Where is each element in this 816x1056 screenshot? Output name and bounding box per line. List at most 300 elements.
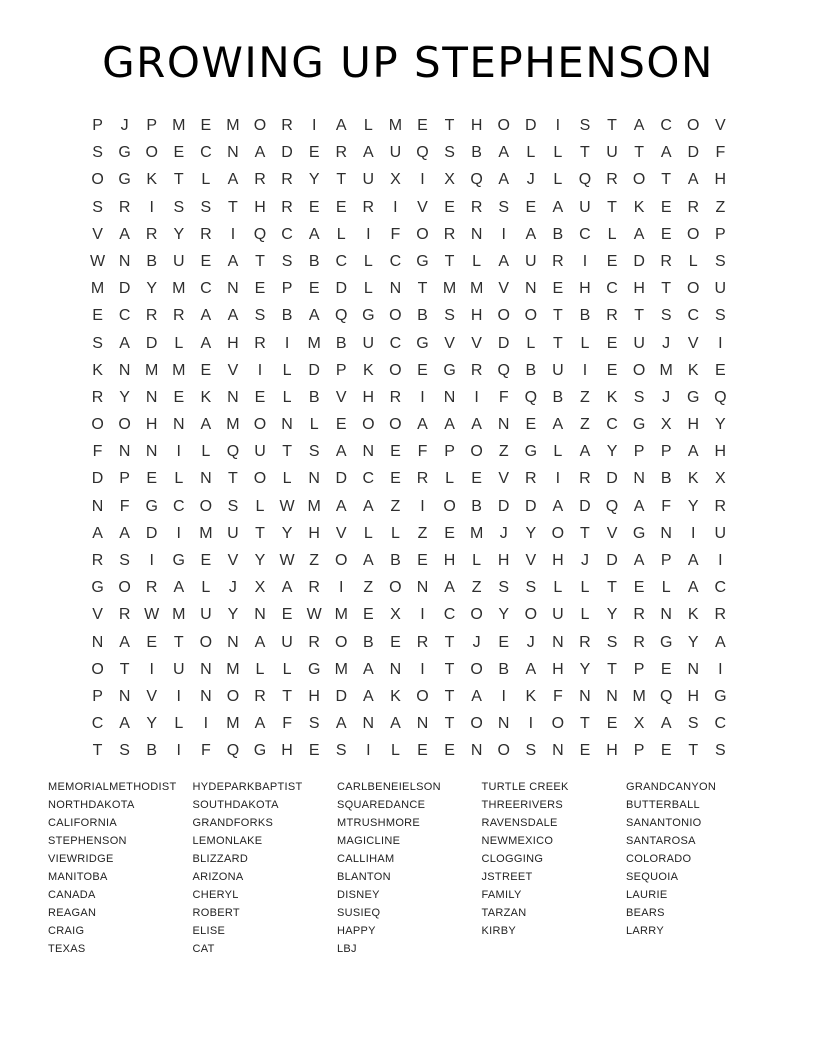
grid-letter: F <box>390 225 401 243</box>
grid-letter: Y <box>525 524 537 542</box>
grid-letter: L <box>553 171 563 189</box>
word-list-item: DISNEY <box>337 889 380 901</box>
grid-letter: L <box>282 361 292 379</box>
grid-letter: I <box>420 606 425 624</box>
word-list-item: CARLBENEIELSON <box>337 781 441 793</box>
grid-letter: E <box>417 361 428 379</box>
grid-letter: O <box>497 307 510 325</box>
grid-letter: C <box>714 715 727 733</box>
grid-letter: P <box>715 225 726 243</box>
grid-letter: O <box>687 280 700 298</box>
grid-letter: J <box>662 388 671 406</box>
grid-letter: O <box>335 633 348 651</box>
grid-letter: M <box>442 280 457 298</box>
grid-letter: F <box>498 388 509 406</box>
grid-letter: E <box>146 470 158 488</box>
grid-letter: R <box>389 388 402 406</box>
grid-letter: C <box>362 470 375 488</box>
grid-letter: E <box>417 117 428 134</box>
grid-letter: O <box>226 687 240 705</box>
grid-letter: C <box>579 225 591 243</box>
grid-letter: K <box>92 361 103 379</box>
grid-letter: E <box>660 225 672 243</box>
grid-letter: D <box>145 334 158 352</box>
grid-letter: R <box>254 334 266 352</box>
word-list-item: MEMORIALMETHODIST <box>48 781 177 793</box>
word-list-item: LARRY <box>626 925 664 937</box>
grid-letter: I <box>528 715 534 733</box>
grid-letter: X <box>390 606 401 624</box>
grid-letter: D <box>606 552 618 569</box>
grid-letter: V <box>687 334 699 352</box>
grid-letter: I <box>718 552 723 569</box>
grid-letter: A <box>335 497 347 515</box>
word-list-item: LBJ <box>337 943 357 955</box>
grid-letter: E <box>606 334 618 352</box>
grid-letter: E <box>660 742 672 760</box>
grid-letter: S <box>119 742 130 760</box>
grid-letter: A <box>362 497 374 515</box>
grid-letter: I <box>366 742 371 760</box>
grid-letter: K <box>200 388 212 406</box>
grid-letter: A <box>444 579 455 597</box>
grid-letter: S <box>308 715 320 733</box>
grid-letter: H <box>552 660 564 678</box>
grid-letter: T <box>92 742 103 760</box>
grid-letter: X <box>633 715 645 733</box>
grid-letter: S <box>525 742 537 760</box>
grid-letter: E <box>579 742 591 760</box>
grid-letter: Z <box>417 524 428 542</box>
grid-letter: E <box>254 388 266 406</box>
grid-letter: B <box>525 361 537 379</box>
grid-letter: O <box>443 497 456 515</box>
grid-letter: S <box>92 198 103 216</box>
grid-letter: G <box>659 633 673 651</box>
grid-letter: L <box>526 144 536 162</box>
grid-letter: H <box>687 416 700 434</box>
grid-letter: E <box>471 470 482 488</box>
grid-letter: U <box>281 633 293 651</box>
grid-letter: D <box>687 144 700 162</box>
word-list-item: MAGICLINE <box>337 835 401 847</box>
grid-letter: U <box>525 252 537 270</box>
grid-letter: Y <box>254 552 266 569</box>
grid-letter: H <box>470 117 483 134</box>
grid-letter: P <box>633 742 645 760</box>
grid-letter: Z <box>580 388 590 406</box>
grid-letter: Y <box>146 715 158 733</box>
grid-letter: M <box>469 280 484 298</box>
grid-letter: R <box>118 606 131 624</box>
grid-letter: V <box>606 524 618 542</box>
grid-letter: N <box>308 470 320 488</box>
grid-letter: P <box>92 117 103 134</box>
grid-letter: O <box>524 606 538 624</box>
grid-letter: F <box>92 443 103 461</box>
grid-letter: K <box>146 171 158 189</box>
grid-letter: S <box>119 552 130 569</box>
grid-letter: F <box>200 742 211 760</box>
grid-letter: L <box>363 252 373 270</box>
grid-letter: I <box>311 117 317 134</box>
grid-letter: E <box>444 742 455 760</box>
grid-letter: T <box>661 280 672 298</box>
grid-letter: S <box>606 633 618 651</box>
grid-letter: F <box>417 443 428 461</box>
grid-letter: I <box>257 361 263 379</box>
word-list-item: CHERYL <box>192 889 239 901</box>
grid-letter: N <box>389 660 402 678</box>
grid-letter: T <box>444 660 455 678</box>
grid-letter: T <box>255 524 265 542</box>
grid-letter: O <box>687 225 700 243</box>
grid-letter: A <box>362 687 374 705</box>
grid-letter: A <box>119 524 130 542</box>
word-list-item: NEWMEXICO <box>481 835 554 847</box>
word-list-item: VIEWRIDGE <box>48 853 114 865</box>
grid-letter: Z <box>498 443 509 461</box>
grid-letter: G <box>524 443 538 461</box>
grid-letter: C <box>606 280 618 298</box>
grid-letter: O <box>632 171 646 189</box>
grid-letter: A <box>92 524 103 542</box>
grid-letter: L <box>363 524 373 542</box>
grid-letter: P <box>146 117 158 134</box>
grid-letter: A <box>173 579 185 597</box>
grid-letter: C <box>118 307 131 325</box>
grid-letter: J <box>228 579 237 597</box>
grid-letter: T <box>228 470 238 488</box>
word-list-item: BUTTERBALL <box>626 799 700 811</box>
word-list-item: KIRBY <box>481 925 517 937</box>
grid-letter: I <box>691 524 696 542</box>
grid-letter: L <box>309 416 319 434</box>
grid-letter: H <box>308 524 320 542</box>
word-list-item: TURTLE CREEK <box>481 781 569 793</box>
word-list-column <box>482 778 627 958</box>
grid-letter: E <box>390 633 401 651</box>
grid-letter: A <box>525 225 537 243</box>
grid-letter: U <box>362 171 375 189</box>
grid-letter: U <box>227 524 239 542</box>
grid-letter: A <box>254 715 266 733</box>
grid-letter: B <box>660 470 672 488</box>
grid-letter: S <box>227 497 239 515</box>
grid-letter: T <box>634 144 644 162</box>
grid-letter: A <box>200 307 212 325</box>
grid-letter: A <box>552 198 564 216</box>
grid-letter: V <box>715 117 726 134</box>
word-list-item: SANANTONIO <box>626 817 702 829</box>
grid-letter: A <box>281 579 293 597</box>
grid-letter: A <box>498 144 510 162</box>
grid-letter: N <box>145 388 158 406</box>
grid-letter: J <box>472 633 481 651</box>
word-list-item: THREERIVERS <box>481 799 564 811</box>
grid-letter: Q <box>605 497 619 515</box>
word-list-item: HYDEPARKBAPTIST <box>192 781 303 793</box>
grid-letter: S <box>687 715 699 733</box>
grid-letter: S <box>281 252 293 270</box>
grid-letter: E <box>633 579 645 597</box>
grid-letter: L <box>201 443 211 461</box>
grid-letter: F <box>282 715 292 733</box>
grid-letter: I <box>203 715 209 733</box>
grid-letter: O <box>416 687 429 705</box>
grid-letter: D <box>606 470 618 488</box>
grid-letter: A <box>525 660 537 678</box>
grid-letter: I <box>501 225 506 243</box>
grid-letter: E <box>498 633 510 651</box>
grid-letter: A <box>687 579 699 597</box>
grid-letter: R <box>145 307 158 325</box>
grid-letter: E <box>335 416 347 434</box>
grid-letter: L <box>526 334 536 352</box>
grid-letter: L <box>390 524 400 542</box>
grid-letter: S <box>335 742 347 760</box>
grid-letter: T <box>228 198 238 216</box>
grid-letter: P <box>281 280 293 298</box>
grid-letter: N <box>362 443 375 461</box>
grid-letter: H <box>579 280 591 298</box>
grid-letter: A <box>498 171 510 189</box>
grid-letter: S <box>308 443 320 461</box>
word-list-item: LEMONLAKE <box>192 835 263 847</box>
grid-letter: U <box>714 524 727 542</box>
grid-letter: N <box>227 388 239 406</box>
grid-letter: S <box>444 144 455 162</box>
grid-letter: G <box>172 552 185 569</box>
grid-letter: M <box>659 361 673 379</box>
grid-letter: Q <box>659 687 673 705</box>
grid-letter: R <box>443 225 456 243</box>
word-list-item: ELISE <box>192 925 226 937</box>
grid-letter: N <box>200 470 212 488</box>
grid-letter: E <box>173 388 185 406</box>
grid-letter: I <box>420 660 425 678</box>
grid-letter: L <box>553 579 563 597</box>
grid-letter: X <box>715 470 726 488</box>
grid-letter: P <box>633 660 645 678</box>
grid-letter: X <box>444 171 455 189</box>
grid-letter: R <box>416 470 429 488</box>
grid-letter: A <box>579 443 591 461</box>
grid-letter: J <box>120 117 129 134</box>
grid-letter: I <box>176 443 181 461</box>
grid-letter: O <box>470 715 483 733</box>
grid-letter: L <box>336 225 346 243</box>
grid-letter: M <box>307 334 321 352</box>
grid-letter: N <box>281 416 293 434</box>
grid-letter: N <box>389 280 402 298</box>
grid-letter: N <box>172 416 185 434</box>
grid-letter: L <box>661 579 671 597</box>
word-list-item: NORTHDAKOTA <box>48 799 135 811</box>
grid-letter: Q <box>578 171 592 189</box>
word-list-item: TEXAS <box>48 943 86 955</box>
grid-letter: U <box>633 334 645 352</box>
grid-letter: R <box>416 633 429 651</box>
grid-letter: E <box>92 307 103 325</box>
grid-letter: U <box>579 198 591 216</box>
grid-letter: U <box>552 361 564 379</box>
grid-letter: N <box>254 606 266 624</box>
grid-letter: Y <box>308 171 320 189</box>
grid-letter: O <box>470 606 483 624</box>
grid-letter: N <box>470 225 483 243</box>
grid-letter: C <box>200 144 212 162</box>
grid-letter: U <box>552 606 564 624</box>
grid-letter: S <box>444 307 455 325</box>
grid-letter: E <box>552 280 564 298</box>
grid-letter: A <box>308 307 320 325</box>
grid-letter: K <box>687 361 699 379</box>
grid-letter: Q <box>714 388 727 406</box>
grid-letter: B <box>362 633 374 651</box>
grid-letter: N <box>227 144 239 162</box>
grid-letter: G <box>632 416 646 434</box>
grid-letter: R <box>281 117 293 134</box>
word-list-item: SANTAROSA <box>626 835 696 847</box>
grid-letter: J <box>526 633 535 651</box>
grid-letter: S <box>633 388 645 406</box>
grid-letter: E <box>417 552 428 569</box>
word-list-item: CLOGGING <box>481 853 544 865</box>
grid-letter: N <box>443 388 456 406</box>
grid-letter: M <box>334 660 348 678</box>
word-list-item: SEQUOIA <box>626 871 679 883</box>
grid-letter: J <box>526 171 535 189</box>
letter-grid <box>84 112 734 765</box>
grid-letter: G <box>118 171 131 189</box>
grid-letter: D <box>145 524 158 542</box>
grid-letter: R <box>254 687 266 705</box>
grid-letter: E <box>308 742 320 760</box>
grid-letter: N <box>91 633 104 651</box>
grid-letter: B <box>146 252 158 270</box>
grid-letter: E <box>525 416 537 434</box>
grid-letter: I <box>718 660 723 678</box>
grid-letter: O <box>551 524 565 542</box>
grid-letter: N <box>118 687 131 705</box>
grid-letter: I <box>555 117 561 134</box>
grid-letter: E <box>362 606 374 624</box>
grid-letter: A <box>362 552 374 569</box>
word-list-item: BLANTON <box>337 871 391 883</box>
grid-letter: U <box>172 252 185 270</box>
grid-letter: Y <box>498 606 510 624</box>
grid-letter: L <box>607 225 617 243</box>
grid-letter: T <box>580 524 590 542</box>
grid-letter: A <box>687 552 699 569</box>
grid-letter: M <box>307 497 321 515</box>
grid-letter: Z <box>580 416 590 434</box>
grid-letter: T <box>607 579 617 597</box>
grid-letter: B <box>579 307 591 325</box>
word-list-item: MTRUSHMORE <box>337 817 421 829</box>
grid-letter: R <box>91 388 104 406</box>
grid-letter: A <box>119 633 130 651</box>
grid-letter: I <box>582 252 588 270</box>
grid-letter: E <box>173 144 185 162</box>
grid-letter: H <box>606 742 618 760</box>
grid-letter: Y <box>227 606 239 624</box>
grid-letter: R <box>660 252 672 270</box>
grid-letter: O <box>91 416 104 434</box>
grid-letter: E <box>200 252 212 270</box>
grid-letter: P <box>633 443 645 461</box>
grid-letter: T <box>119 660 130 678</box>
grid-letter: A <box>335 117 347 134</box>
grid-letter: T <box>282 687 292 705</box>
grid-letter: E <box>715 361 726 379</box>
grid-letter: N <box>525 280 537 298</box>
grid-letter: B <box>308 388 320 406</box>
grid-letter: A <box>633 497 645 515</box>
grid-letter: I <box>420 388 425 406</box>
grid-letter: T <box>688 742 699 760</box>
grid-letter: M <box>226 117 240 134</box>
grid-letter: U <box>172 660 185 678</box>
word-list-item: LAURIE <box>626 889 668 901</box>
grid-letter: E <box>200 117 212 134</box>
grid-letter: T <box>552 334 563 352</box>
grid-letter: O <box>253 416 267 434</box>
grid-letter: V <box>92 225 103 243</box>
grid-letter: B <box>552 225 564 243</box>
grid-letter: O <box>389 416 402 434</box>
grid-letter: O <box>470 660 483 678</box>
grid-letter: W <box>144 606 160 624</box>
grid-letter: A <box>119 715 130 733</box>
grid-letter: A <box>715 633 726 651</box>
grid-letter: A <box>390 715 401 733</box>
grid-letter: A <box>471 416 482 434</box>
grid-letter: A <box>200 334 212 352</box>
grid-letter: O <box>253 470 267 488</box>
grid-letter: H <box>687 687 700 705</box>
grid-letter: B <box>281 307 293 325</box>
grid-letter: O <box>551 715 565 733</box>
grid-letter: I <box>339 579 344 597</box>
grid-letter: V <box>335 524 347 542</box>
grid-letter: A <box>119 334 130 352</box>
grid-letter: M <box>226 416 240 434</box>
grid-letter: A <box>227 307 239 325</box>
grid-letter: R <box>335 144 348 162</box>
grid-letter: A <box>552 416 564 434</box>
word-list-item: BEARS <box>626 907 665 919</box>
grid-letter: H <box>714 171 727 189</box>
grid-letter: C <box>687 307 700 325</box>
grid-letter: R <box>579 633 591 651</box>
grid-letter: N <box>118 252 131 270</box>
grid-letter: C <box>389 334 402 352</box>
grid-letter: L <box>255 497 265 515</box>
word-list-item: ROBERT <box>192 907 240 919</box>
grid-letter: I <box>474 388 479 406</box>
grid-letter: I <box>176 687 181 705</box>
grid-letter: E <box>200 552 212 569</box>
grid-letter: S <box>92 334 103 352</box>
grid-letter: R <box>470 361 483 379</box>
grid-letter: U <box>254 443 266 461</box>
grid-letter: B <box>498 660 510 678</box>
grid-letter: M <box>632 687 646 705</box>
grid-letter: T <box>444 715 455 733</box>
grid-letter: A <box>362 660 374 678</box>
